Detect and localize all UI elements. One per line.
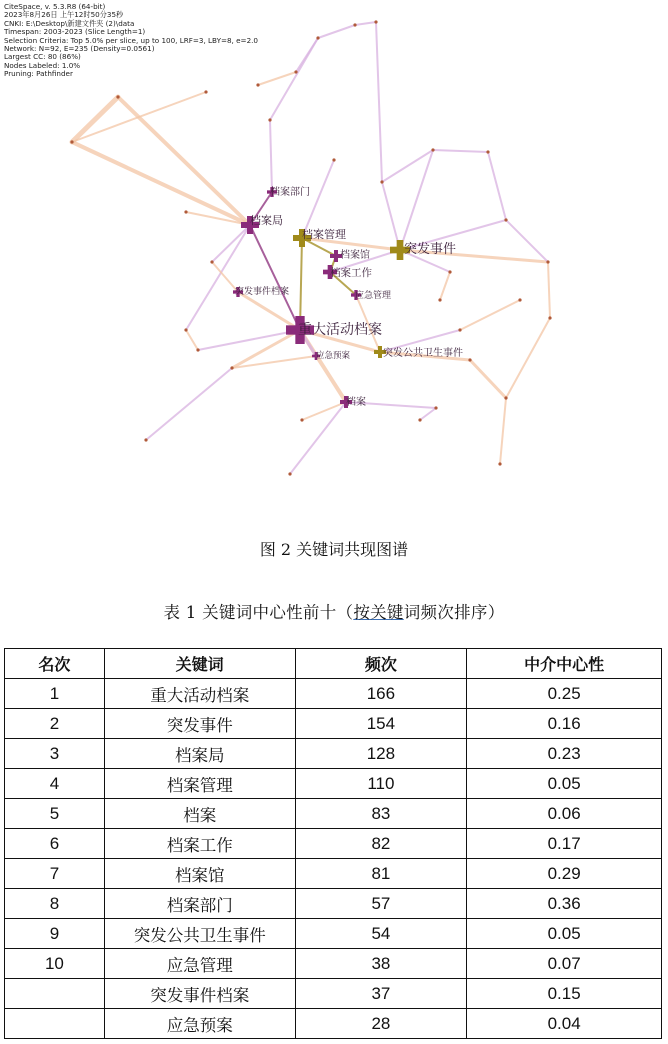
network-node <box>184 210 187 213</box>
network-edge <box>72 142 250 225</box>
figure-caption: 图 2 关键词共现图谱 <box>259 540 409 559</box>
network-edge <box>460 300 520 330</box>
node-label-emgmgmt: 应急管理 <box>355 291 392 301</box>
cell-centrality: 0.06 <box>467 799 662 829</box>
network-edge <box>488 152 506 220</box>
table-row <box>5 769 662 799</box>
network-node <box>294 70 297 73</box>
network-node <box>486 150 489 153</box>
network-node <box>438 298 441 301</box>
cell-frequency: 37 <box>295 979 467 1009</box>
cell-centrality: 0.05 <box>467 769 662 799</box>
network-node <box>374 20 377 23</box>
node-label-archive: 档案 <box>346 397 366 408</box>
table-row <box>5 889 662 919</box>
cell-keyword: 档案馆 <box>104 859 295 889</box>
table-header-row <box>5 649 662 679</box>
network-node <box>458 328 461 331</box>
network-node <box>468 358 471 361</box>
network-edge <box>118 97 250 225</box>
network-node <box>204 90 207 93</box>
table-caption-pre: 表 1 关键词中心性前十（ <box>163 603 354 622</box>
node-label-mgmt: 档案管理 <box>302 228 346 241</box>
table-caption-underlined: 按关键 <box>353 603 404 622</box>
cell-keyword: 档案工作 <box>104 829 295 859</box>
cell-rank: 9 <box>5 919 105 949</box>
cell-frequency: 81 <box>295 859 467 889</box>
table-body <box>5 679 662 1039</box>
meta-line: Selection Criteria: Top 5.0% per slice, up to 100, LRF=3, LBY=8, e=2.0 <box>4 35 259 45</box>
cell-frequency: 54 <box>295 919 467 949</box>
network-node <box>210 260 213 263</box>
keyword-centrality-table <box>4 648 662 1039</box>
node-label-dept: 档案部门 <box>270 187 310 198</box>
cell-frequency: 57 <box>295 889 467 919</box>
network-edge <box>470 360 506 398</box>
network-edge <box>506 318 550 398</box>
node-label-hall: 档案馆 <box>340 250 370 261</box>
cell-keyword: 档案管理 <box>104 769 295 799</box>
network-node <box>548 316 551 319</box>
network-edge <box>302 160 334 238</box>
meta-line: CiteSpace, v. 5.3.R8 (64-bit) <box>4 2 106 11</box>
table-row <box>5 829 662 859</box>
node-label-work: 档案工作 <box>330 267 372 279</box>
meta-line: 2023年8月26日 上午12时50分35秒 <box>4 10 124 20</box>
cell-keyword: 应急预案 <box>104 1009 295 1039</box>
network-edge <box>400 150 433 250</box>
network-edge <box>258 72 296 85</box>
network-edge <box>146 368 232 440</box>
cell-keyword: 重大活动档案 <box>104 679 295 709</box>
cell-frequency: 128 <box>295 739 467 769</box>
cell-rank: 8 <box>5 889 105 919</box>
network-edge <box>270 120 272 192</box>
meta-line: Network: N=92, E=235 (Density=0.0561) <box>4 44 155 54</box>
network-node <box>498 462 501 465</box>
cell-keyword: 档案 <box>104 799 295 829</box>
network-node <box>116 95 119 98</box>
meta-line: Nodes Labeled: 1.0% <box>4 60 81 70</box>
cell-keyword: 应急管理 <box>104 949 295 979</box>
network-node <box>418 418 421 421</box>
network-nodes <box>70 20 551 475</box>
table-row <box>5 859 662 889</box>
network-node <box>300 418 303 421</box>
network-node <box>546 260 549 263</box>
cell-keyword: 突发公共卫生事件 <box>104 919 295 949</box>
cell-keyword: 突发事件档案 <box>104 979 295 1009</box>
meta-line: CNKI: E:\Desktop\新建文件夹 (2)\data <box>4 18 135 28</box>
citespace-metadata <box>4 3 258 79</box>
network-node <box>504 218 507 221</box>
cell-centrality: 0.23 <box>467 739 662 769</box>
cell-rank: 3 <box>5 739 105 769</box>
cell-centrality: 0.36 <box>467 889 662 919</box>
network-node <box>256 83 259 86</box>
network-edge <box>433 150 488 152</box>
network-node <box>316 36 319 39</box>
cell-centrality: 0.07 <box>467 949 662 979</box>
network-edge <box>296 38 318 72</box>
network-node <box>332 158 335 161</box>
network-edge <box>382 150 433 182</box>
cell-centrality: 0.16 <box>467 709 662 739</box>
cell-centrality: 0.15 <box>467 979 662 1009</box>
cell-rank: 2 <box>5 709 105 739</box>
header-frequency: 频次 <box>295 649 467 679</box>
network-edge <box>72 92 206 142</box>
cell-keyword: 突发事件 <box>104 709 295 739</box>
cell-centrality: 0.05 <box>467 919 662 949</box>
cell-keyword: 档案部门 <box>104 889 295 919</box>
cell-frequency: 28 <box>295 1009 467 1039</box>
table-row <box>5 709 662 739</box>
network-edge <box>382 182 400 250</box>
node-label-health: 突发公共卫生事件 <box>383 348 463 359</box>
network-node <box>144 438 147 441</box>
network-edge <box>72 97 118 142</box>
header-centrality: 中介中心性 <box>467 649 662 679</box>
network-node <box>184 328 187 331</box>
network-edge <box>355 22 376 25</box>
cell-frequency: 83 <box>295 799 467 829</box>
table-row <box>5 799 662 829</box>
network-edge <box>420 408 436 420</box>
network-node <box>518 298 521 301</box>
header-rank: 名次 <box>5 649 105 679</box>
meta-line: Largest CC: 80 (86%) <box>4 52 81 62</box>
network-edge <box>440 272 450 300</box>
cell-rank <box>5 979 105 1009</box>
table-row <box>5 979 662 1009</box>
cell-frequency: 38 <box>295 949 467 979</box>
cell-frequency: 154 <box>295 709 467 739</box>
network-edges <box>72 22 550 474</box>
table-caption-post: 词频次排序） <box>403 603 505 622</box>
network-edge <box>318 25 355 38</box>
cell-rank: 10 <box>5 949 105 979</box>
cell-keyword: 档案局 <box>104 739 295 769</box>
network-node <box>70 140 73 143</box>
network-node <box>434 406 437 409</box>
network-edge <box>186 330 198 350</box>
table-caption <box>0 599 668 623</box>
network-labels <box>235 185 463 408</box>
network-node <box>448 270 451 273</box>
network-node <box>268 118 271 121</box>
network-edge <box>506 220 548 262</box>
table-row <box>5 1009 662 1039</box>
network-node <box>288 472 291 475</box>
network-edge <box>548 262 550 318</box>
cell-centrality: 0.25 <box>467 679 662 709</box>
network-edge <box>186 225 250 330</box>
table-row <box>5 739 662 769</box>
node-label-major: 重大活动档案 <box>298 322 382 338</box>
table-row <box>5 949 662 979</box>
node-label-emgplan: 应急预案 <box>316 351 351 361</box>
cell-rank: 6 <box>5 829 105 859</box>
network-edge <box>376 22 382 182</box>
cell-centrality: 0.04 <box>467 1009 662 1039</box>
node-label-emgarch: 突发事件档案 <box>235 287 290 297</box>
network-node <box>230 366 233 369</box>
cell-rank: 1 <box>5 679 105 709</box>
table-row <box>5 919 662 949</box>
cell-frequency: 110 <box>295 769 467 799</box>
cell-centrality: 0.29 <box>467 859 662 889</box>
network-node <box>353 23 356 26</box>
header-keyword: 关键词 <box>104 649 295 679</box>
cell-rank: 4 <box>5 769 105 799</box>
cell-centrality: 0.17 <box>467 829 662 859</box>
cell-rank: 7 <box>5 859 105 889</box>
cell-frequency: 82 <box>295 829 467 859</box>
cell-frequency: 166 <box>295 679 467 709</box>
network-node <box>431 148 434 151</box>
meta-line: Timespan: 2003-2023 (Slice Length=1) <box>4 27 146 37</box>
network-edge <box>500 398 506 464</box>
cell-rank: 5 <box>5 799 105 829</box>
network-node <box>504 396 507 399</box>
cell-rank <box>5 1009 105 1039</box>
table-row <box>5 679 662 709</box>
node-label-emergency: 突发事件 <box>404 242 457 257</box>
meta-line: Pruning: Pathfinder <box>4 69 73 79</box>
node-label-bureau: 档案局 <box>250 214 283 227</box>
network-node <box>196 348 199 351</box>
network-node <box>380 180 383 183</box>
